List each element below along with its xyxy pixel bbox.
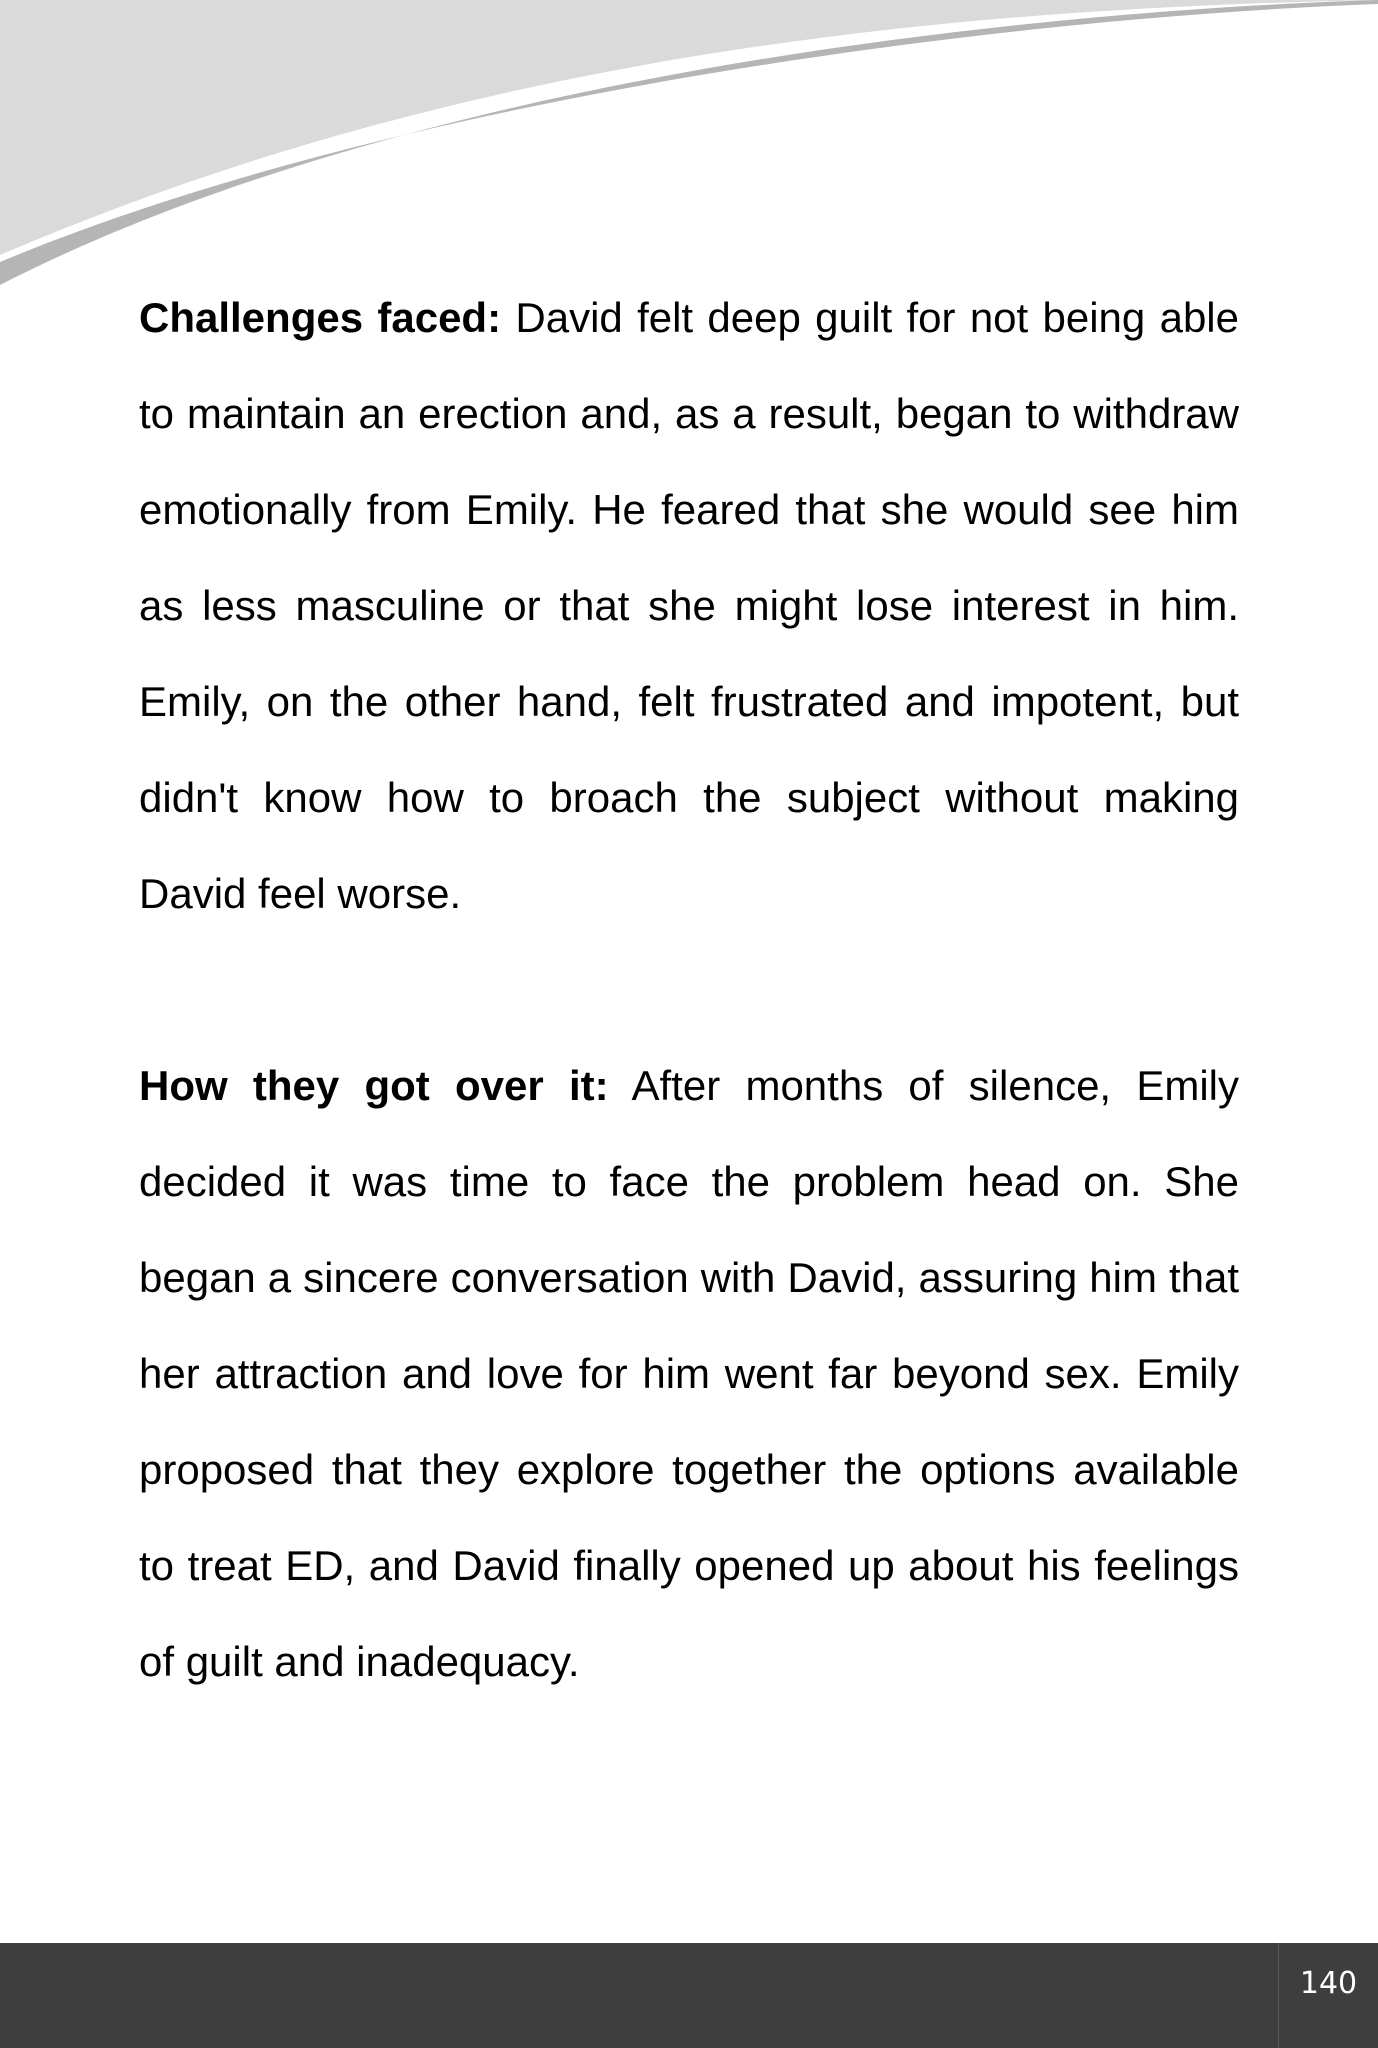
resolution-heading: How they got over it: <box>139 1062 609 1109</box>
challenges-body: David felt deep guilt for not being able to maintain an erection and, as a result, began to withdraw emotionally from Emily. He feared that she would see him as less masculine or that she might lose interest in him. Emily, on the other hand, felt frustrated and impotent, but didn't know how to broach the subject without making David feel worse. <box>139 294 1239 917</box>
swoosh-light-band <box>0 0 1378 255</box>
page-content <box>139 270 1239 1806</box>
challenges-heading: Challenges faced: <box>139 294 502 341</box>
page-number: 140 <box>1299 1966 1358 2001</box>
resolution-paragraph <box>139 1038 1239 1710</box>
corner-swoosh-decoration <box>0 0 1378 300</box>
resolution-body: After months of silence, Emily decided it was time to face the problem head on. She began a sincere conversation with David, assuring him that her attraction and love for him went far beyond sex. Emily proposed that they explore together the options available to treat ED, and David finally opened up about his feelings of guilt and inadequacy. <box>139 1062 1239 1685</box>
footer-bar <box>0 1943 1378 2048</box>
challenges-paragraph <box>139 270 1239 942</box>
